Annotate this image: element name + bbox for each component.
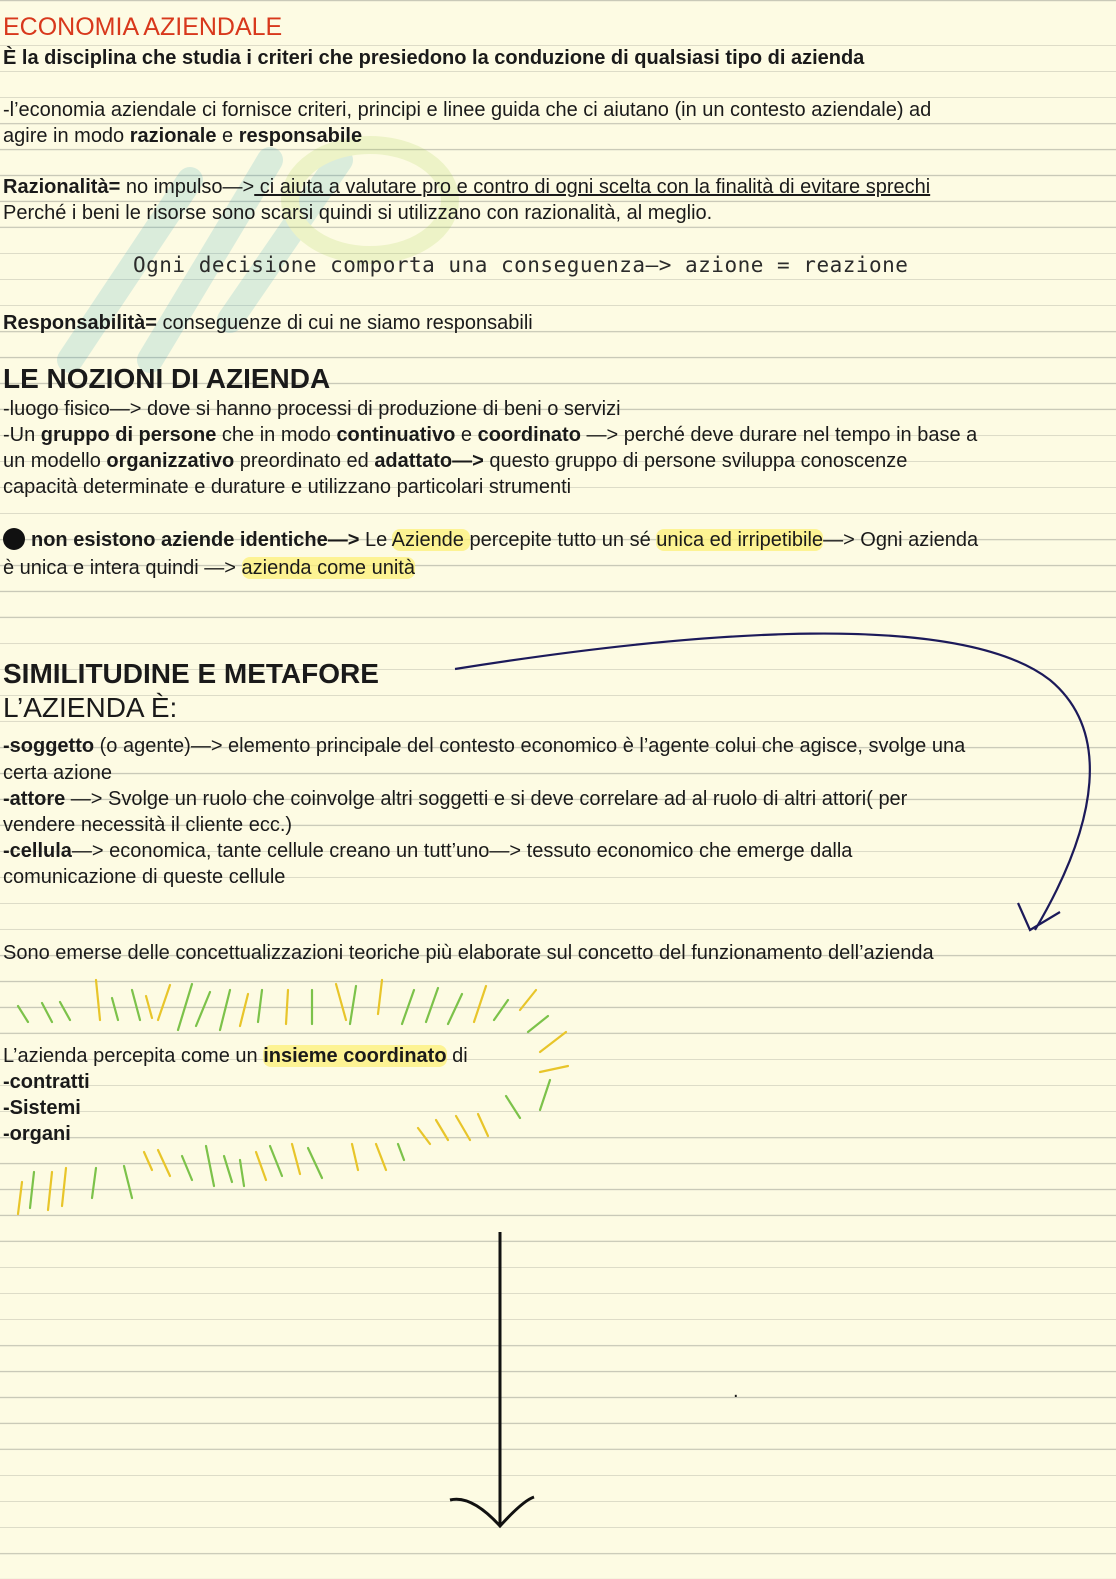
page-title: ECONOMIA AZIENDALE — [3, 13, 283, 41]
watermark-logo — [40, 120, 480, 380]
insieme-line: L’azienda percepita come un insieme coordinato di — [3, 1045, 468, 1067]
bullet-dot-icon — [3, 528, 25, 550]
metafore-heading: SIMILITUDINE E METAFORE — [3, 658, 379, 689]
cellula-line-2: comunicazione di queste cellule — [3, 866, 286, 888]
metafore-subheading: L’AZIENDA È: — [3, 692, 178, 723]
down-arrow-head-icon — [450, 1497, 534, 1526]
responsabilita-label: Responsabilità= — [3, 312, 157, 334]
intro-line-2: agire in modo razionale e responsabile — [3, 125, 363, 147]
tick-marks-decoration — [18, 980, 568, 1214]
highlight-azienda-unita: azienda come unità — [241, 557, 415, 579]
attore-line-2: vendere necessità il cliente ecc.) — [3, 814, 293, 836]
insieme-item-sistemi: -Sistemi — [3, 1097, 81, 1119]
soggetto-line: -soggetto (o agente)—> elemento principale del contesto economico è l’agente colui che agisce, svolge una — [3, 735, 966, 757]
highlight-aziende: Aziende — [391, 529, 470, 551]
handwritten-note: Ogni decisione comporta una conseguenza—> azione = reazione — [133, 253, 909, 277]
razionalita-line-2: Perché i beni le risorse sono scarsi quindi si utilizzano con razionalità, al meglio. — [3, 202, 713, 224]
highlight-insieme: insieme coordinato — [263, 1045, 447, 1067]
nozioni-line-2: -Un gruppo di persone che in modo continuativo e coordinato —> perché deve durare nel tempo in base a — [3, 424, 978, 446]
razionalita-line: Razionalità= no impulso—> ci aiuta a valutare pro e contro di ogni scelta con la finalità di evitare sprechi — [3, 176, 931, 198]
nozioni-line-3: un modello organizzativo preordinato ed adattato—> questo gruppo di persone sviluppa conoscenze — [3, 450, 908, 472]
term-responsabile: responsabile — [238, 125, 363, 147]
identiche-line-1: non esistono aziende identiche—> Le Aziende percepite tutto un sé unica ed irripetibile—> Ogni azienda — [3, 527, 978, 553]
razionalita-underlined: ci aiuta a valutare pro e contro di ogni scelta con la finalità di evitare sprechi — [254, 176, 931, 198]
razionalita-label: Razionalità= — [3, 176, 121, 198]
intro-line-1: -l’economia aziendale ci fornisce criteri, principi e linee guida che ci aiutano (in un contesto aziendale) ad — [3, 99, 932, 121]
nozioni-line-4: capacità determinate e durature e utilizzano particolari strumenti — [3, 476, 572, 498]
nozioni-heading: LE NOZIONI DI AZIENDA — [3, 363, 331, 394]
attore-line: -attore —> Svolge un ruolo che coinvolge altri soggetti e si deve correlare ad al ruolo di altri attori( per — [3, 788, 908, 810]
emerse-line: Sono emerse delle concettualizzazioni teoriche più elaborate sul concetto del funzionamento dell’azienda — [3, 942, 934, 964]
responsabilita-line: Responsabilità= conseguenze di cui ne siamo responsabili — [3, 312, 533, 334]
curved-arrow-icon — [455, 634, 1090, 930]
stray-dot: . — [733, 1380, 739, 1402]
identiche-line-2: è unica e intera quindi —> azienda come unità — [3, 557, 415, 579]
curved-arrow-head-icon — [1018, 903, 1060, 930]
cellula-line: -cellula—> economica, tante cellule creano un tutt’uno—> tessuto economico che emerge dalla — [3, 840, 853, 862]
insieme-item-organi: -organi — [3, 1123, 71, 1145]
insieme-item-contratti: -contratti — [3, 1071, 90, 1093]
soggetto-line-2: certa azione — [3, 762, 112, 784]
subtitle: È la disciplina che studia i criteri che presiedono la conduzione di qualsiasi tipo di azienda — [3, 47, 865, 69]
nozioni-line-1: -luogo fisico—> dove si hanno processi di produzione di beni o servizi — [3, 398, 621, 420]
highlight-unica: unica ed irripetibile — [656, 529, 824, 551]
term-razionale: razionale — [129, 125, 217, 147]
